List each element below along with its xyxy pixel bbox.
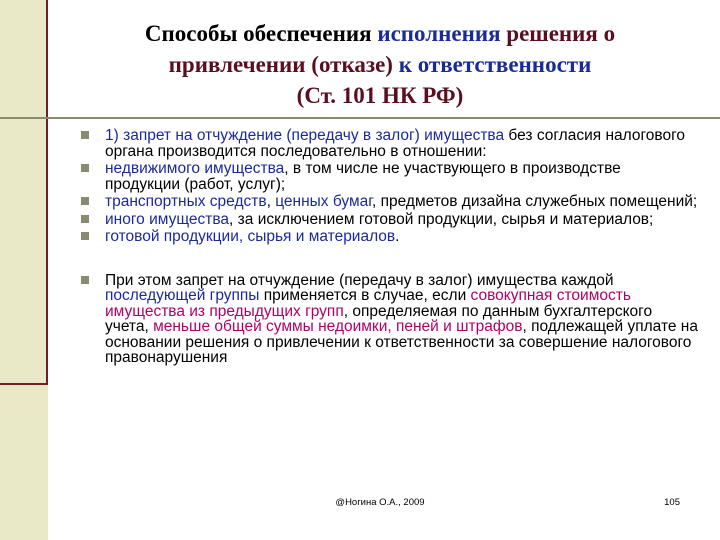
page-number: 105: [664, 497, 680, 508]
title-line-3: (Ст. 101 НК РФ): [296, 83, 464, 108]
bullet-item: [80, 194, 700, 210]
bullet-text-segment: , предметов дизайна служебных помещений;: [372, 193, 698, 210]
bullet-item: [80, 161, 700, 192]
title-line-2-part-a: привлечении (отказе): [168, 52, 399, 77]
bullet-item: [80, 212, 700, 228]
footer-credit: @Ногина О.А., 2009: [335, 497, 425, 508]
left-decorative-band: [0, 0, 48, 540]
title-line-1-part-c: решения о: [506, 21, 616, 46]
horizontal-accent-tick: [0, 383, 48, 385]
bullet-item: [80, 229, 700, 245]
bullet-item: [80, 128, 700, 159]
bullet-text-segment: , в том числе не участвующего в производстве продукции (работ, услуг);: [105, 160, 621, 193]
bullet-text-segment: меньше общей суммы недоимки, пеней и штрафов: [153, 318, 523, 335]
bullet-text-segment: без согласия налогового органа производится последовательно в отношении:: [105, 127, 686, 160]
vertical-accent-line: [46, 0, 48, 385]
bullet-text-segment: транспортных средств: [105, 193, 267, 210]
bullet-text-segment: , подлежащей уплате на основании решения о привлечении к ответственности за совершение налогового правонарушения: [105, 318, 698, 366]
bullet-text-segment: , определяемая по данным бухгалтерского учета,: [105, 302, 653, 335]
title-line-1-part-a: Способы обеспечения: [144, 21, 378, 46]
slide-title: [60, 18, 700, 111]
title-line-1-part-b: исполнения: [377, 21, 507, 46]
bullet-text-segment: недвижимого имущества: [105, 160, 285, 177]
bullet-text-segment: 1) запрет на отчуждение (передачу в залог) имущества: [105, 127, 505, 144]
bullet-text-segment: , за исключением готовой продукции, сырья и материалов;: [229, 210, 654, 228]
title-line-2: [60, 49, 700, 80]
bullet-item: [80, 273, 700, 366]
bullet-text-segment: иного имущества: [105, 210, 230, 228]
bullet-text-segment: .: [395, 228, 400, 245]
title-line-1: [60, 18, 700, 49]
bullet-text-segment: последующей группы: [105, 287, 260, 304]
bullet-text-segment: ,: [266, 193, 276, 210]
bullet-text-segment: применяется в случае, если: [259, 287, 471, 304]
bullet-text-segment: готовой продукции, сырья и материалов: [105, 228, 396, 245]
title-divider: [0, 117, 720, 119]
bullet-text-segment: При этом запрет на отчуждение (передачу в залог) имущества каждой: [105, 271, 614, 289]
bullet-list: [80, 128, 700, 366]
bullet-text-segment: совокупная стоимость имущества из предыдущих групп: [105, 287, 631, 320]
title-line-2-part-b: к ответственности: [398, 52, 592, 77]
bullet-text-segment: ценных бумаг: [275, 193, 372, 210]
